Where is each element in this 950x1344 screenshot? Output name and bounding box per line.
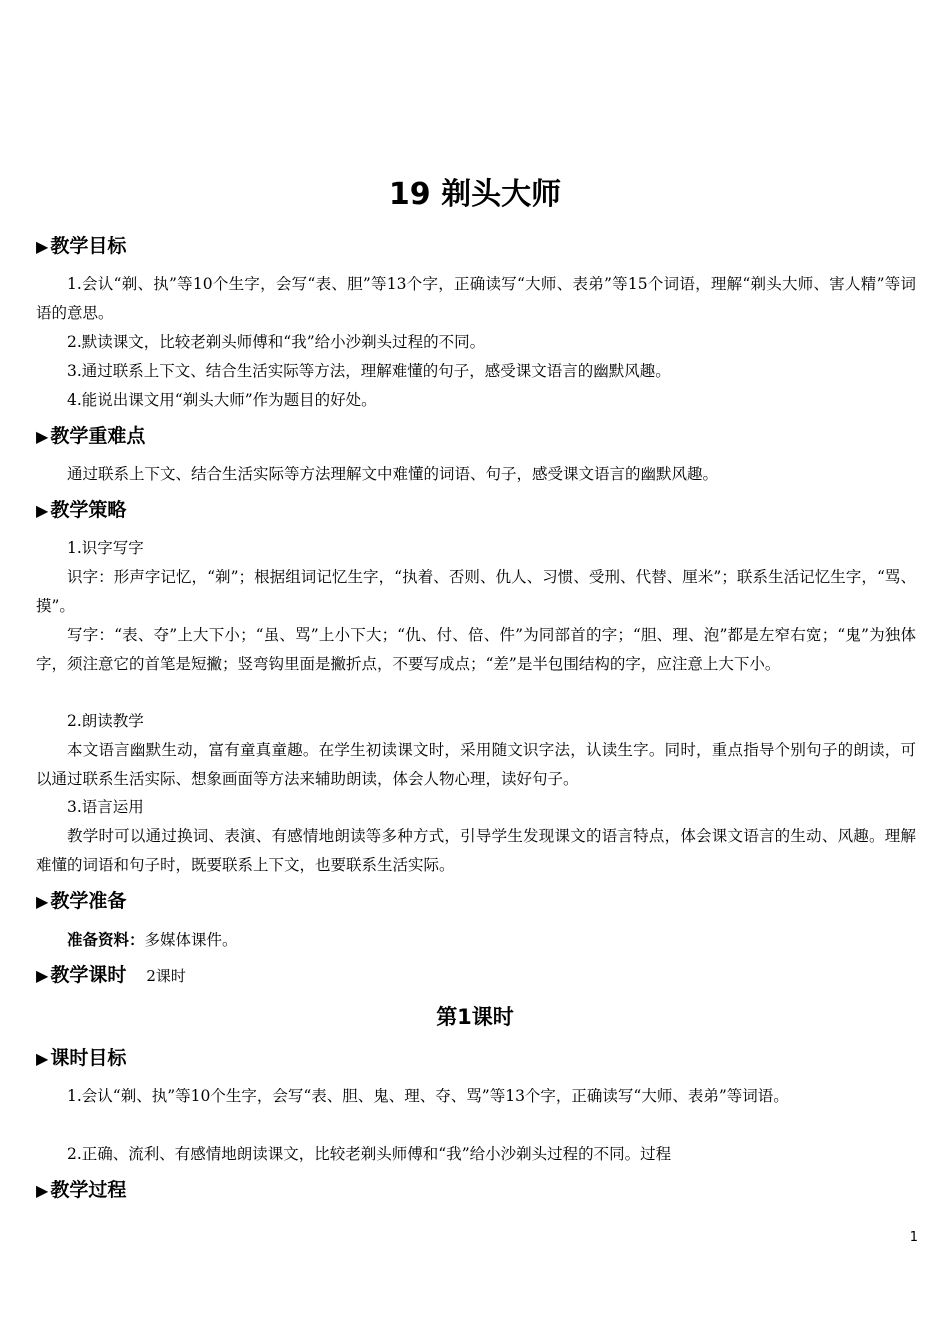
lesson-1-title: 第1课时 — [436, 1005, 514, 1029]
goal-item-4: 4.能说出课文用“剃头大师”作为题目的好处。 — [67, 391, 377, 409]
goal-item-3: 3.通过联系上下文、结合生活实际等方法，理解难懂的句子，感受课文语言的幽默风趣。 — [67, 362, 671, 380]
triangle-bullet-icon: ▶ — [36, 966, 49, 985]
strategy-reading-text: 本文语言幽默生动，富有童真童趣。在学生初读课文时，采用随文识字法，认读生字。同时，重点指导个别句子的朗读，可以通过联系生活实际、想象画面等方法来辅助朗读，体会人物心理，读好句子。 — [36, 741, 916, 788]
triangle-bullet-icon: ▶ — [36, 892, 49, 911]
triangle-bullet-icon: ▶ — [36, 237, 49, 256]
preparation-label: 准备资料： — [67, 930, 145, 949]
lesson-goal-1: 1.会认“剃、执”等10个生字，会写“表、胆、鬼、理、夺、骂”等13个字，正确读写“大师、表弟”等词语。 — [67, 1087, 789, 1105]
key-points-text: 通过联系上下文、结合生活实际等方法理解文中难懂的词语、句子，感受课文语言的幽默风趣。 — [67, 465, 719, 483]
section-heading-strategy: ▶ 教学策略 — [36, 497, 126, 524]
triangle-bullet-icon: ▶ — [36, 501, 49, 520]
strategy-literacy-text: 识字：形声字记忆，“剃”；根据组词记忆生字，“执着、否则、仇人、习惯、受刑、代替、厘米”；联系生活记忆生字，“骂、摸”。 — [36, 568, 916, 615]
periods-value: 2课时 — [146, 967, 186, 985]
triangle-bullet-icon: ▶ — [36, 1049, 49, 1068]
goal-item-2: 2.默读课文，比较老剃头师傅和“我”给小沙剃头过程的不同。 — [67, 333, 486, 351]
page-number: 1 — [909, 1230, 918, 1245]
strategy-subheading-literacy: 1.识字写字 — [67, 539, 144, 557]
section-heading-goals: ▶ 教学目标 — [36, 233, 126, 260]
lesson-goal-2: 2.正确、流利、有感情地朗读课文，比较老剃头师傅和“我”给小沙剃头过程的不同。过程 — [67, 1145, 672, 1163]
document-title: 19 剃头大师 — [388, 177, 562, 212]
section-heading-periods: ▶ 教学课时 2课时 — [36, 962, 186, 989]
strategy-subheading-language: 3.语言运用 — [67, 798, 144, 816]
triangle-bullet-icon: ▶ — [36, 427, 49, 446]
strategy-writing-text: 写字：“表、夺”上大下小；“虽、骂”上小下大；“仇、付、倍、件”为同部首的字；“胆、理、泡”都是左窄右宽；“鬼”为独体字，须注意它的首笔是短撇；竖弯钩里面是撇折点，不要写成点；“差”是半包围结构的字，应注意上大下小。 — [36, 626, 916, 673]
section-heading-lesson-goals: ▶ 课时目标 — [36, 1045, 126, 1072]
section-heading-preparation: ▶ 教学准备 — [36, 888, 126, 915]
goal-item-1: 1.会认“剃、执”等10个生字，会写“表、胆”等13个字，正确读写“大师、表弟”等15个词语，理解“剃头大师、害人精”等词语的意思。 — [36, 275, 916, 322]
preparation-text — [36, 925, 916, 955]
section-heading-process: ▶ 教学过程 — [36, 1177, 126, 1204]
strategy-subheading-reading: 2.朗读教学 — [67, 712, 144, 730]
section-heading-key-points: ▶ 教学重难点 — [36, 423, 145, 450]
preparation-value: 多媒体课件。 — [144, 931, 238, 949]
triangle-bullet-icon: ▶ — [36, 1181, 49, 1200]
strategy-language-text: 教学时可以通过换词、表演、有感情地朗读等多种方式，引导学生发现课文的语言特点，体会课文语言的生动、风趣。理解难懂的词语和句子时，既要联系上下文，也要联系生活实际。 — [36, 827, 916, 874]
